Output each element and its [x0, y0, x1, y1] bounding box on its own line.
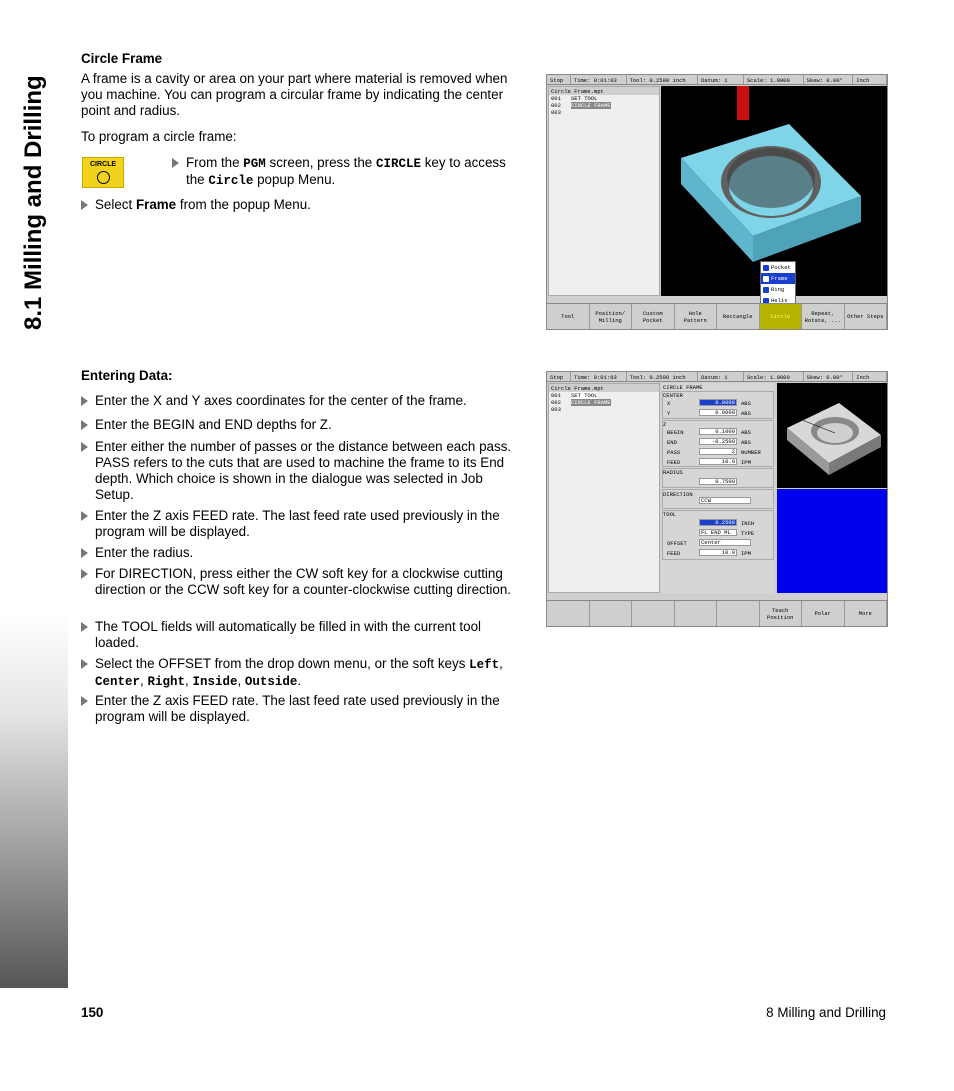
center-y-field[interactable]: 0.0000	[699, 409, 737, 416]
softkey-blank-4[interactable]	[675, 601, 718, 626]
status-bar: Stop Time: 0:01:03 Tool: 0.2500 inch Datum: 1 Scale: 1.0000 Skew: 0.00° Inch	[547, 75, 887, 85]
end-field[interactable]: -0.2500	[699, 438, 737, 445]
pass-field[interactable]: 2	[699, 448, 737, 455]
softkey-polar[interactable]: Polar	[802, 601, 845, 626]
bullet-feed: Enter the Z axis FEED rate. The last feed rate used previously in the program will be displayed.	[81, 508, 523, 540]
tool-type-field[interactable]: FL END ML	[699, 529, 737, 536]
circle-ring-icon	[97, 171, 110, 184]
softkey-teach-position[interactable]: Teach Position	[760, 601, 803, 626]
program-list: Circle Frame.mpt 001 SET TOOL 002 CIRCLE FRAME 003	[548, 383, 660, 593]
offset-dropdown[interactable]: Center	[699, 539, 751, 546]
screenshot-circle-frame-form	[546, 371, 888, 627]
radius-field[interactable]: 0.7500	[699, 478, 737, 485]
bullet-passes: Enter either the number of passes or the distance between each pass. PASS refers to the cuts that are used to machine the frame to its End depth. Which choice is shown in the dialogue was selected in Job Setup.	[81, 439, 523, 503]
key-2-icon	[763, 265, 769, 271]
softkey-tool[interactable]: Tool	[547, 304, 590, 329]
softkey-rectangle[interactable]: Rectangle	[717, 304, 760, 329]
tool-feed-field[interactable]: 10.0	[699, 549, 737, 556]
z-feed-field[interactable]: 10.0	[699, 458, 737, 465]
step-press-circle: From the PGM screen, press the CIRCLE key to access the Circle popup Menu.	[172, 155, 524, 189]
softkey-hole-pattern[interactable]: Hole Pattern	[675, 304, 718, 329]
popup-item-helix[interactable]: Helix	[761, 295, 795, 306]
circle-frame-form: CIRCLE FRAME CENTER X 0.0000 ABS Y 0.0000 ABS Z BEGIN 0.1000 ABS END -0.2500 ABS PASS 2 NUMBER FEED 10.0 IPM RADIUS 0.7500 DIRECTION CCW TOOL 0.2500 INCH FL END ML TYPE OFFSET Center FEED 10.0 IPM	[661, 383, 775, 593]
softkey-repeat-rotate[interactable]: Repeat, Rotate, ...	[802, 304, 845, 329]
blue-display-area	[777, 489, 887, 593]
bullet-begin-end: Enter the BEGIN and END depths for Z.	[81, 417, 523, 433]
key-1-icon	[763, 276, 769, 282]
circle-key-label: CIRCLE	[89, 161, 117, 168]
bullet-arrow-icon	[81, 200, 88, 210]
softkey-blank-1[interactable]	[547, 601, 590, 626]
bullet-direction: For DIRECTION, press either the CW soft key for a clockwise cutting direction or the CCW soft key for a counter-clockwise cutting direction.	[81, 566, 523, 598]
tool-diameter-field[interactable]: 0.2500	[699, 519, 737, 526]
popup-item-frame[interactable]: Frame	[761, 273, 795, 284]
center-x-field[interactable]: 0.0000	[699, 399, 737, 406]
softkey-position-milling[interactable]: Position/ Milling	[590, 304, 633, 329]
begin-field[interactable]: 0.1000	[699, 428, 737, 435]
page-number: 150	[81, 1005, 104, 1020]
circle-key-icon	[82, 157, 124, 188]
chapter-footer: 8 Milling and Drilling	[766, 1005, 886, 1020]
circle-popup-menu	[760, 261, 796, 307]
softkey-more[interactable]: More	[845, 601, 888, 626]
section-heading-circle-frame: Circle Frame	[81, 51, 163, 66]
key-3-icon	[763, 287, 769, 293]
bullet-offset: Select the OFFSET from the drop down menu, or the soft keys Left, Center, Right, Inside, Outside.	[81, 656, 523, 690]
popup-item-pocket[interactable]: Pocket	[761, 262, 795, 273]
softkey-custom-pocket[interactable]: Custom Pocket	[632, 304, 675, 329]
softkey-blank-3[interactable]	[632, 601, 675, 626]
frame-preview	[777, 383, 887, 488]
popup-item-ring[interactable]: Ring	[761, 284, 795, 295]
direction-dropdown[interactable]: CCW	[699, 497, 751, 504]
to-program-text: To program a circle frame:	[81, 129, 237, 144]
bullet-center: Enter the X and Y axes coordinates for the center of the frame.	[81, 393, 523, 409]
intro-paragraph: A frame is a cavity or area on your part where material is removed when you machine. You can program a circular frame by indicating the center point and radius.	[81, 71, 508, 118]
softkey-blank-5[interactable]	[717, 601, 760, 626]
softkey-bar	[547, 600, 887, 626]
section-heading-entering-data: Entering Data:	[81, 368, 173, 383]
softkey-blank-2[interactable]	[590, 601, 633, 626]
status-bar: Stop Time: 0:01:03 Tool: 0.2500 inch Datum: 1 Scale: 1.0000 Skew: 0.00° Inch	[547, 372, 887, 382]
chapter-side-title	[20, 300, 320, 330]
program-list: Circle Frame.mpt 001 SET TOOL 002 CIRCLE FRAME 003	[548, 86, 660, 296]
bullet-arrow-icon	[172, 158, 179, 168]
softkey-other-steps[interactable]: Other Steps	[845, 304, 888, 329]
softkey-circle[interactable]: Circle	[760, 304, 803, 329]
step-select-frame: Select Frame from the popup Menu.	[81, 197, 523, 213]
bullet-tool: The TOOL fields will automatically be filled in with the current tool loaded.	[81, 619, 523, 651]
screenshot-circle-popup	[546, 74, 888, 330]
softkey-bar	[547, 303, 887, 329]
bullet-feed-last: Enter the Z axis FEED rate. The last feed rate used previously in the program will be displayed.	[81, 693, 523, 725]
bullet-radius: Enter the radius.	[81, 545, 523, 561]
